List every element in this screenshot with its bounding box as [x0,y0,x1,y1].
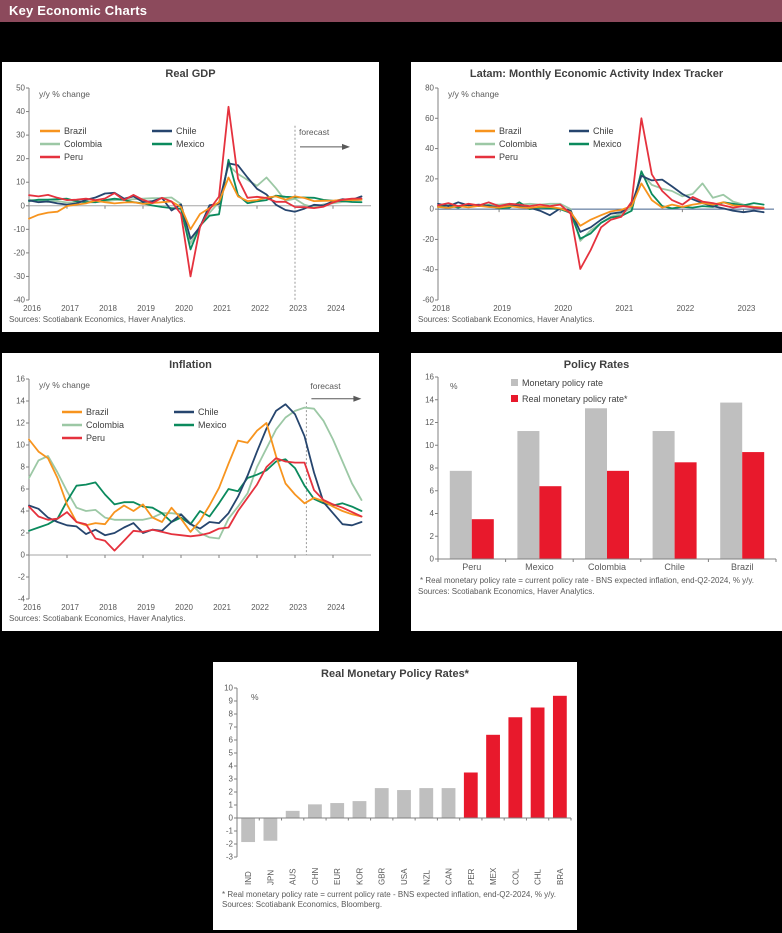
forecast-label: forecast [310,380,341,391]
x-tick-label: 2016 [23,603,41,612]
y-tick-label: 16 [425,373,434,382]
y-tick-label: 0 [429,554,434,564]
x-tick-label: 2021 [213,603,231,612]
y-tick-label: 10 [16,177,25,187]
legend-label-chile: Chile [593,126,614,136]
y-tick-label: -60 [422,295,434,305]
bar-can [442,788,456,818]
bar-colombia-nominal [585,408,607,559]
legend-swatch-real [511,395,518,402]
panel-meai [411,62,782,332]
legend-label-chile: Chile [198,407,219,417]
axis-unit-note: % [251,692,259,702]
series-line-peru [29,458,362,550]
inflation-chart [2,373,379,613]
y-tick-label: 16 [16,374,25,384]
bar-per [464,773,478,819]
x-tick-label: 2018 [432,304,450,313]
y-tick-label: 5 [228,748,233,758]
y-tick-label: -20 [422,234,434,244]
x-category-label: Mexico [525,562,554,572]
y-tick-label: 14 [425,395,434,405]
x-tick-label: 2018 [99,603,117,612]
chart-title-meai: Latam: Monthly Economic Activity Index Tracker [469,68,724,80]
axis-unit-note: y/y % change [39,89,91,99]
legend-label-peru: Peru [86,433,106,443]
y-tick-label: 9 [228,696,233,706]
x-category-label: Chile [664,562,685,572]
chart-title-real-gdp: Real GDP [165,68,216,80]
y-tick-label: -20 [13,248,25,258]
sources-note-policy-rates: Sources: Scotiabank Economics, Haver Analytics. [418,587,595,596]
legend-label-colombia: Colombia [64,139,103,149]
bar-colombia-real [607,471,629,559]
x-category-label: EUR [333,868,343,885]
forecast-label: forecast [299,127,330,138]
page-title: Key Economic Charts [9,3,148,18]
y-tick-label: 6 [228,735,233,745]
y-tick-label: 6 [429,486,434,496]
y-tick-label: -3 [225,852,233,862]
series-line-brazil [29,423,362,532]
real-rates-chart [213,682,577,887]
y-tick-label: 20 [425,174,434,184]
bar-chile-nominal [653,431,675,559]
forecast-arrow-icon [353,396,361,402]
bar-peru-nominal [450,471,472,559]
x-tick-label: 2017 [61,304,79,313]
y-tick-label: 10 [224,683,233,693]
legend-label-mexico: Mexico [176,139,205,149]
y-tick-label: 6 [20,484,25,494]
footnote-policy-rates: * Real monetary policy rate = current policy rate - BNS expected inflation, end-Q2-2024, % y/y. [420,576,755,585]
bar-peru-real [472,519,494,559]
y-tick-label: -2 [17,572,25,582]
legend-label-colombia: Colombia [86,420,125,430]
x-category-label: Brazil [730,562,754,572]
sources-note-inflation: Sources: Scotiabank Economics, Haver Analytics. [9,614,186,623]
bar-gbr [375,788,389,818]
x-category-label: GBR [377,867,387,885]
chart-title-policy-rates: Policy Rates [563,359,630,371]
legend-label-brazil: Brazil [64,126,87,136]
y-tick-label: 14 [16,396,25,406]
x-tick-label: 2017 [61,603,79,612]
x-category-label: Peru [462,562,482,572]
x-category-label: Colombia [587,562,627,572]
x-tick-label: 2023 [737,304,756,313]
legend-label-colombia: Colombia [499,139,538,149]
header-bar [0,0,782,22]
x-category-label: COL [511,868,521,885]
bar-mexico-real [539,486,561,559]
x-category-label: CHL [533,868,543,885]
panel-policy-rates [411,353,782,631]
x-tick-label: 2020 [175,304,193,313]
bar-nzl [419,788,433,818]
x-category-label: IND [244,871,254,885]
y-tick-label: -1 [225,826,233,836]
y-tick-label: 4 [228,761,233,771]
bar-jpn [263,818,277,841]
x-tick-label: 2023 [289,603,307,612]
y-tick-label: 10 [16,440,25,450]
legend-swatch-nominal [511,379,518,386]
panel-inflation [2,353,379,631]
y-tick-label: 2 [228,787,233,797]
legend-label: Monetary policy rate [522,378,604,388]
y-tick-label: 1 [228,800,233,810]
axis-unit-note: y/y % change [448,89,500,99]
x-category-label: JPN [266,869,276,885]
bar-chile-real [675,462,697,559]
x-category-label: CAN [444,868,454,885]
x-tick-label: 2024 [327,304,345,313]
sources-note-real-gdp: Sources: Scotiabank Economics, Haver Analytics. [9,315,186,324]
real-gdp-chart [2,82,379,314]
series-line-brazil [29,178,362,230]
bar-eur [330,803,344,818]
bar-usa [397,790,411,818]
bar-ind [241,818,255,842]
y-tick-label: 3 [228,774,233,784]
x-category-label: KOR [355,867,365,885]
series-line-mexico [29,459,362,531]
x-tick-label: 2022 [251,603,269,612]
bar-kor [353,801,367,818]
x-category-label: USA [400,868,409,885]
y-tick-label: -4 [17,594,25,604]
axis-unit-note: % [450,381,458,391]
x-category-label: CHN [310,867,320,885]
y-tick-label: 40 [425,144,434,154]
x-category-label: NZL [422,869,432,885]
bar-mex [486,735,500,818]
bar-chn [308,804,322,818]
y-tick-label: 30 [16,130,25,140]
y-tick-label: 0 [429,204,434,214]
y-tick-label: -40 [13,295,25,305]
y-tick-label: 80 [425,83,434,93]
x-category-label: AUS [288,868,298,885]
x-category-label: MEX [489,867,499,885]
bar-col [508,717,522,818]
panel-real-rates [213,662,577,930]
meai-chart [411,82,782,314]
bar-brazil-nominal [720,403,742,559]
x-tick-label: 2023 [289,304,307,313]
y-tick-label: 40 [16,107,25,117]
legend-label-peru: Peru [64,152,84,162]
y-tick-label: 2 [429,531,434,541]
footnote-real-rates: * Real monetary policy rate = current policy rate - BNS expected inflation, end-Q2-2024, % y/y. Sources: Scotiabank Economics, Bloomberg. [222,890,557,909]
x-category-label: PER [466,868,476,885]
y-tick-label: 0 [228,813,233,823]
x-tick-label: 2024 [327,603,345,612]
y-tick-label: 60 [425,113,434,123]
bar-mexico-nominal [517,431,539,559]
x-tick-label: 2021 [213,304,231,313]
x-tick-label: 2022 [676,304,695,313]
legend-label-brazil: Brazil [499,126,522,136]
policy-rates-chart [411,373,782,573]
x-tick-label: 2018 [99,304,117,313]
y-tick-label: 8 [429,463,434,473]
sources-note-meai: Sources: Scotiabank Economics, Haver Analytics. [418,315,595,324]
y-tick-label: 8 [20,462,25,472]
x-tick-label: 2020 [175,603,193,612]
legend-label-chile: Chile [176,126,197,136]
y-tick-label: 12 [16,418,25,428]
panel-real-gdp [2,62,379,332]
chart-title-real-rates: Real Monetary Policy Rates* [321,668,469,680]
y-tick-label: 50 [16,83,25,93]
x-tick-label: 2020 [554,304,573,313]
y-tick-label: 20 [16,154,25,164]
bar-brazil-real [742,452,764,559]
y-tick-label: 0 [20,550,25,560]
y-tick-label: -2 [225,839,233,849]
x-tick-label: 2019 [137,304,155,313]
x-tick-label: 2022 [251,304,269,313]
y-tick-label: 10 [425,440,434,450]
legend-label-mexico: Mexico [198,420,227,430]
chart-title-inflation: Inflation [169,359,212,371]
y-tick-label: 7 [228,722,233,732]
legend-label: Real monetary policy rate* [522,394,628,404]
axis-unit-note: y/y % change [39,380,91,390]
legend-label-mexico: Mexico [593,139,622,149]
x-category-label: BRA [555,868,565,885]
y-tick-label: 4 [429,509,434,518]
x-tick-label: 2016 [23,304,41,313]
legend-label-brazil: Brazil [86,407,109,417]
x-tick-label: 2019 [137,603,155,612]
x-tick-label: 2019 [493,304,511,313]
y-tick-label: 8 [228,709,233,719]
y-tick-label: 0 [20,201,25,211]
y-tick-label: -30 [13,271,25,281]
x-tick-label: 2021 [615,304,634,313]
forecast-arrow-icon [342,144,350,150]
y-tick-label: 12 [425,418,434,427]
y-tick-label: -10 [13,224,25,234]
y-tick-label: 4 [20,506,25,516]
bar-chl [531,708,545,819]
bar-aus [286,811,300,818]
y-tick-label: 2 [20,528,25,538]
y-tick-label: -40 [422,265,434,275]
bar-bra [553,696,567,818]
legend-label-peru: Peru [499,152,519,162]
